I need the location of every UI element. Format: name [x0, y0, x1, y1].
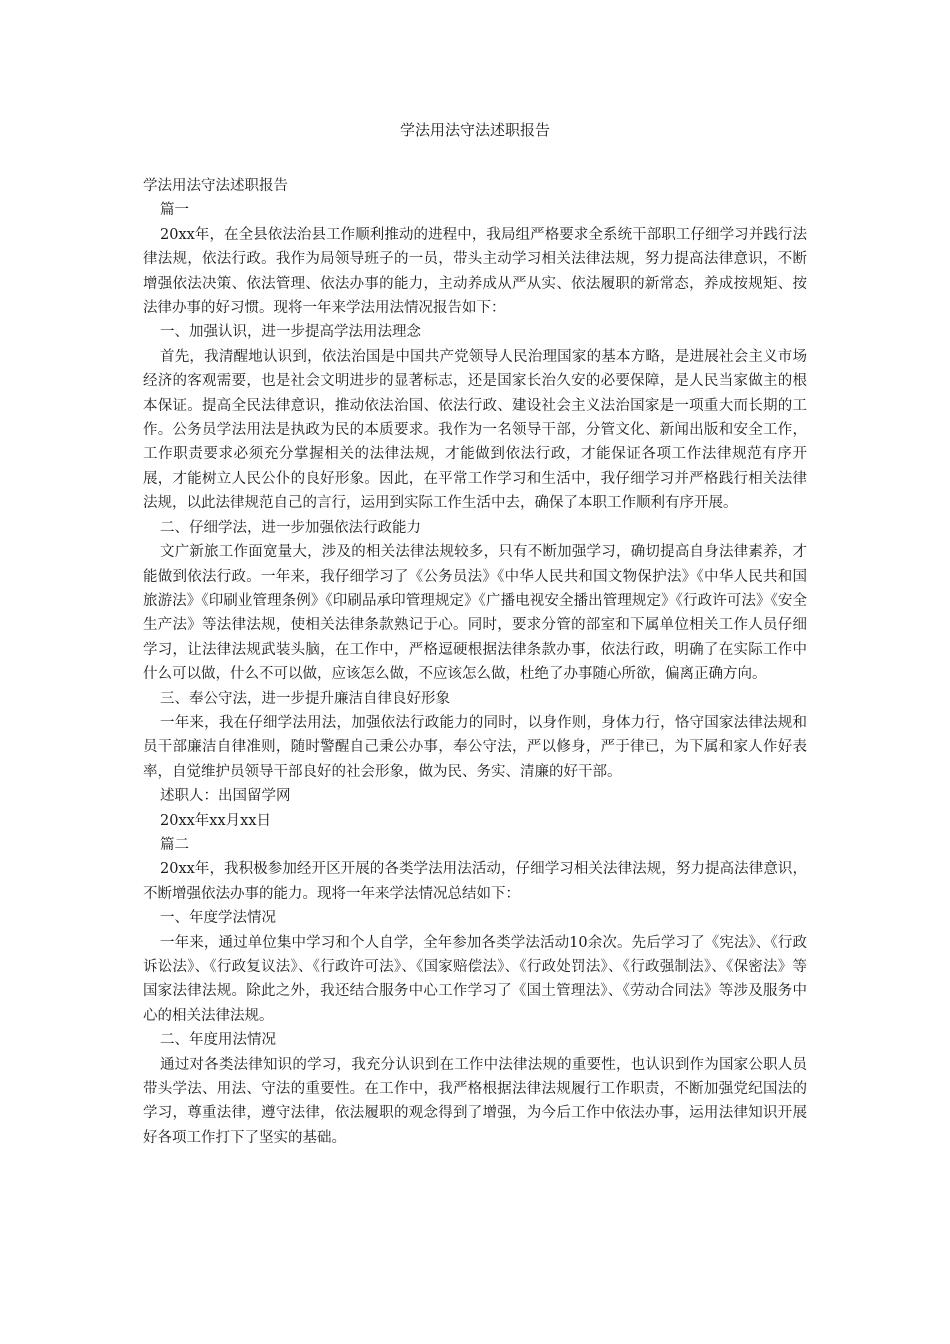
document-body	[143, 174, 807, 1150]
paragraph: 通过对各类法律知识的学习，我充分认识到在工作中法律法规的重要性，也认识到作为国家公职人员带头学法、用法、守法的重要性。在工作中，我严格根据法律法规履行工作职责，不断加强党纪国法的学习，尊重法律，遵守法律，依法履职的观念得到了增强，为今后工作中依法办事，运用法律知识开展好各项工作打下了坚实的基础。	[143, 1056, 807, 1146]
paragraph: 篇二	[160, 836, 189, 853]
paragraph: 述职人：出国留学网	[160, 788, 291, 805]
paragraph: 三、奉公守法，进一步提升廉洁自律良好形象	[160, 690, 450, 707]
paragraph: 篇一	[160, 202, 189, 219]
document-title: 学法用法守法述职报告	[399, 121, 550, 139]
paragraph: 二、仔细学法，进一步加强依法行政能力	[160, 519, 421, 536]
paragraph: 一年来，我在仔细学法用法，加强依法行政能力的同时，以身作则，身体力行，恪守国家法律法规和员干部廉洁自律准则，随时警醒自己秉公办事，奉公守法，严以修身，严于律已，为下属和家人作好表率，自觉维护员领导干部良好的社会形象，做为民、务实、清廉的好干部。	[143, 714, 807, 780]
document-page	[143, 118, 807, 1150]
paragraph: 首先，我清醒地认识到，依法治国是中国共产党领导人民治理国家的基本方略，是进展社会主义市场经济的客观需要，也是社会文明进步的显著标志，还是国家长治久安的必要保障，是人民当家做主的根本保证。提高全民法律意识，推动依法治国、依法行政、建设社会主义法治国家是一项重大而长期的工作。公务员学法用法是执政为民的本质要求。我作为一名领导干部，分管文化、新闻出版和安全工作，工作职责要求必须充分掌握相关的法律法规，才能做到依法行政，才能保证各项工作法律规范有序开展，才能树立人民公仆的良好形象。因此，在平常工作学习和生活中，我仔细学习并严格践行相关法律法规，以此法律规范自己的言行，运用到实际工作生活中去，确保了本职工作顺利有序开展。	[143, 348, 807, 512]
paragraph: 二、年度用法情况	[160, 1032, 276, 1049]
paragraph: 20xx年，我积极参加经开区开展的各类学法用法活动，仔细学习相关法律法规，努力提高法律意识，不断增强依法办事的能力。现将一年来学法情况总结如下：	[143, 861, 807, 902]
paragraph: 一、年度学法情况	[160, 910, 276, 927]
paragraph: 学法用法守法述职报告	[143, 178, 288, 194]
paragraph: 20xx年，在全县依法治县工作顺利推动的进程中，我局组严格要求全系统干部职工仔细学习并践行法律法规，依法行政。我作为局领导班子的一员，带头主动学习相关法律法规，努力提高法律意识，不断增强依法决策、依法管理、依法办事的能力，主动养成从严从实、依法履职的新常态，养成按规矩、按法律办事的好习惯。现将一年来学法用法情况报告如下：	[143, 226, 807, 317]
paragraph: 一、加强认识，进一步提高学法用法理念	[160, 324, 421, 341]
paragraph: 一年来，通过单位集中学习和个人自学，全年参加各类学法活动10余次。先后学习了《宪法》、《行政诉讼法》、《行政复议法》、《行政许可法》、《国家赔偿法》、《行政处罚法》、《行政强制法》、《保密法》等国家法律法规。除此之外，我还结合服务中心工作学习了《国土管理法》、《劳动合同法》等涉及服务中心的相关法律法规。	[143, 934, 807, 1024]
paragraph: 20xx年xx月xx日	[160, 812, 272, 829]
paragraph: 文广新旅工作面宽量大，涉及的相关法律法规较多，只有不断加强学习，确切提高自身法律素养，才能做到依法行政。一年来，我仔细学习了《公务员法》《中华人民共和国文物保护法》《中华人民共和国旅游法》《印刷业管理条例》《印刷品承印管理规定》《广播电视安全播出管理规定》《行政许可法》《安全生产法》等法律法规，使相关法律条款熟记于心。同时，要求分管的部室和下属单位相关工作人员仔细学习，让法律法规武装头脑，在工作中，严格逗硬根据法律条款办事，依法行政，明确了在实际工作中什么可以做，什么不可以做，应该怎么做，不应该怎么做，杜绝了办事随心所欲，偏离正确方向。	[143, 544, 807, 683]
